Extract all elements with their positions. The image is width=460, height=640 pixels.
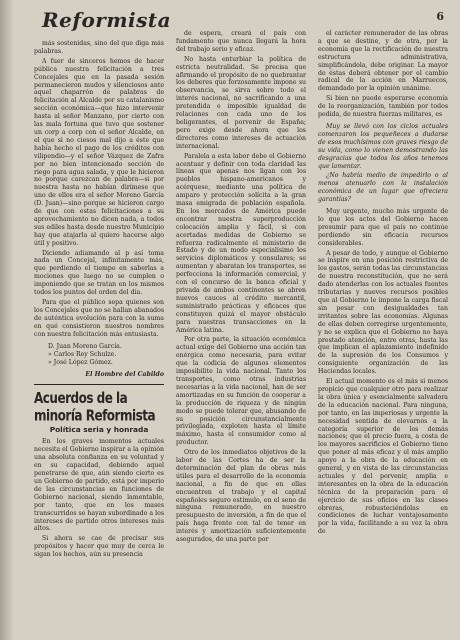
article-paragraph: Si ahora se cae de precisar sus propósitos y hacer que muy de cerca le sigan los hechos, aún su presencia — [34, 535, 164, 559]
article-paragraph: En los graves momentos actuales necesita el Gobierno inspirar a la opinión una absoluta confianza en su voluntad y en su capacidad, debiendo aquel penetrarse de que, aún siendo cierto es un Gobierno de partido, está por imperio de las circunstancias en funciones de Gobierno nacional, siendo lamentable, por tanto, que en los mases transcurridos se hayan subordinado a los intereses de partido otros intereses más altos. — [34, 438, 164, 533]
article-paragraph: el carácter remunerador de las obras a que se destine, y de otra, por la economía que la rectificación de nuestra estructura administrativa, simplificándola, debe originar. La mayor de éstas deberá obtener por el cambio radical de la acción en Marruecos, demandado por la opinión unánime. — [318, 30, 448, 93]
signers-list — [34, 343, 164, 367]
article-paragraph: A pesar de todo, y aunque el Gobierno se inspire en una posición restrictiva de los gastos, serán todas las circunstancias de nuestra reconstitución, que no será dado atenderlas con los actuales fuentes tributarias y nuevos recursos posibles que al Gobierno le impone la carga fiscal sin pesar con desigualdades tan irritantes sobre las economías. Algunas de ellas deben corregirse urgentemente, y no se explica que el Gobierno no haya prestado atención, entre otras, hasta las que implican el aplazamiento indefinido de la supresión de los Consumos y consiguiente organización de las Haciendas locales. — [318, 249, 448, 376]
article-paragraph: El actual momento es el más si menos propicio que cualquier otro para realizar la obra única y esencialmente salvadora de la educación nacional. Para ninguna, por tanto, en las imperiosas y urgente la necesidad sentida de elevarnos a la categoría superior de los demás naciones; que el precio fuera, a costa de los mayores sacrificios el Gobierno tiene que poner al más eficaz y el más amplio apoyo a la obra de la educación en general, y en vista de las circunstancias actuales y del porvenir, amplia e interesantes en la obra de la educación técnica de la preparación para el ejercicio de sus oficios en las clases obreras, robusteciéndolas en condiciones de luchar ventajosamente por la vida, facilitando a su vez la obra de — [318, 378, 448, 536]
article-paragraph: No hasta enturbiar la política de estricta neutralidad. Se precisa que afirmando el propósito de no quebrantar los deberes que forzosamente impone su observancia, se sirva sobre todo el interés nacional, no sacrificando a una pretendida e imposible igualdad de relaciones con cada uno de los beligerantes, el porvenir de España; pero exige desde ahora que los directores como intereses de actuación internacional. — [176, 55, 306, 150]
section-divider — [34, 384, 164, 385]
notice-paragraph: ¿No habría medio de impedirlo o al menos atenuarlo con la instalación económica de un lugar que ofreciera garantías? — [318, 172, 448, 204]
article-paragraph: Paralela a esta labor debe el Gobierno acentuar y definir con toda claridad las líneas que apenas nos ligan con los pueblos hispano-americanos y acérquese, mediante una política de amparo y protección solícita a la gran masa emigrada de población española. En los mercados de América puede encontrar nuestra superproducción colocación amplia y fácil, si con acertadas medidas de Gobierno se refuerza radicalmente el ministerio de Estado y de un modo especialísimo los servicios diplomáticos y consulares; se aumentan y abaratan los transportes, se perfecciona la información comercial, y con el concurso de la banca oficial y privada de ambos continentes se abren nuevos cauces al crédito mercantil, suministrado prácticas y eficaces que constituyen quizá el mayor obstáculo para nuestras transacciones en la América latina. — [176, 152, 306, 334]
signer-name: D. Juan Moreno García. — [48, 342, 122, 350]
signer-name: » Carlos Rey Schulze. — [48, 350, 117, 358]
article-headline: Acuerdos de la minoría Reformista — [34, 389, 156, 425]
article-subhead: Política seria y honrada — [49, 425, 149, 435]
page-number: 6 — [436, 10, 444, 23]
article-signoff: El Hombre del Cabildo — [85, 370, 164, 378]
masthead-title: Reformista — [42, 8, 172, 32]
masthead — [38, 6, 172, 32]
signer-name: » José López Gómez. — [48, 358, 113, 366]
article-paragraph: Por otra parte, la situación económica actual exige del Gobierno una acción tan enérgica como necesaria, para evitar que la codicia de algunos elementos imposibilite la vida nacional. Tanto los transportes, como otras industrias necesarias a la vida nacional, han de ser amortizadas en su función de cooperar a la producción de riqueza y de ningún modo se puede tolerar que, abusando de su posición circunstancialmente privilegiada, exploten hasta el límite máximo, hasta el consumidor como al productor. — [176, 336, 306, 447]
article-paragraph: Si bien no puede esperarse economía de la reorganización, también por todos pedida, de nuestra fuerzas militares, es — [318, 95, 448, 119]
italic-notice — [318, 123, 448, 204]
article-paragraph: Para que el público sepa quienes son los Concejales que no se hallan abanados de auténtica evolución para con la suma en qué consistieron nuestros nombres con nuestra felicitación más entusiasta. — [34, 299, 164, 338]
article-paragraph: de espera, creará el país con fundamento que nunca llegará la hora del trabajo serio y eficaz. — [176, 30, 306, 53]
article-paragraph: Otro de los inmediatos objetivos de la labor de las Cortes ha de ser la determinación del plan de obras más útiles para el desarrollo de la economía nacional, a fin de que en ellas encuentren el trabajo y el capital españoles seguro estímulo, en el seno de ninguna remunerado, en nuestro presupuesto de inversión, a fin de que el país haga frente con tal de tener en interés y amortización suficientemente asegurados, de una parte por — [176, 449, 306, 544]
column-3 — [318, 30, 448, 634]
article-paragraph: Diciendo adiamando al p así toma nada un Concejal, infinitamente más, que perdiendo el tiempo en saberlas a mociones que luego no se cumplen o imponiendo que se tratan en los mismos todos los puntos del orden del día. — [34, 249, 164, 297]
page-gutter-shadow — [0, 0, 14, 640]
article-paragraph: A fuer de sinceros hemos de hacer pública nuestra felicitación a tres Concejales que en la pasada sesión permanecieron mudos y silenciosos ante aquel chaparrón de palabras de felicitación al Alcalde por su catalanismo sección económica—que hizo intervenir hasta al señor Manzano, por cierto con las mala fortuna que tuvo que sostener un corp a corp con el señor Alcalde, en el que si no ciesos mal dijo a éste que había hecho el pago de los créditos con vilipendio—y el señor Vázquez de Zafra por no bien intencionado sección de riego para agua salada, y que le hicieron no porque carezcan de palabra—si por nuestra hasta no habían dirímese que uno de ellos era el señor Moreno García (D. Juan)—sino porque se hicieron cargo de que con estas felicitaciones a su aprovechamiento no dicen nada, a todos sus ediles hasta desde nuestro Municipio hay que atajarla al quiero hacerse algo útil y positivo. — [34, 57, 164, 247]
column-1 — [34, 40, 164, 634]
notice-paragraph: Muy se llevó con los ciclos actuales comenzaron los pequeñeces a dudarse de esos muchísimos con graves riesgo de su vida, como lo vienen demostrando las desgracias que todos los años tenemos que lamentar. — [318, 122, 448, 170]
article-paragraph: Muy urgente, mucho más urgente de lo que los actos del Gobierno hacen presumir para que el país no continúe perdiendo sin eficacia recursos considerables. — [318, 208, 448, 247]
column-2 — [176, 30, 306, 634]
article-paragraph: más sostenidas, sino del que diga más palabras. — [34, 40, 164, 55]
